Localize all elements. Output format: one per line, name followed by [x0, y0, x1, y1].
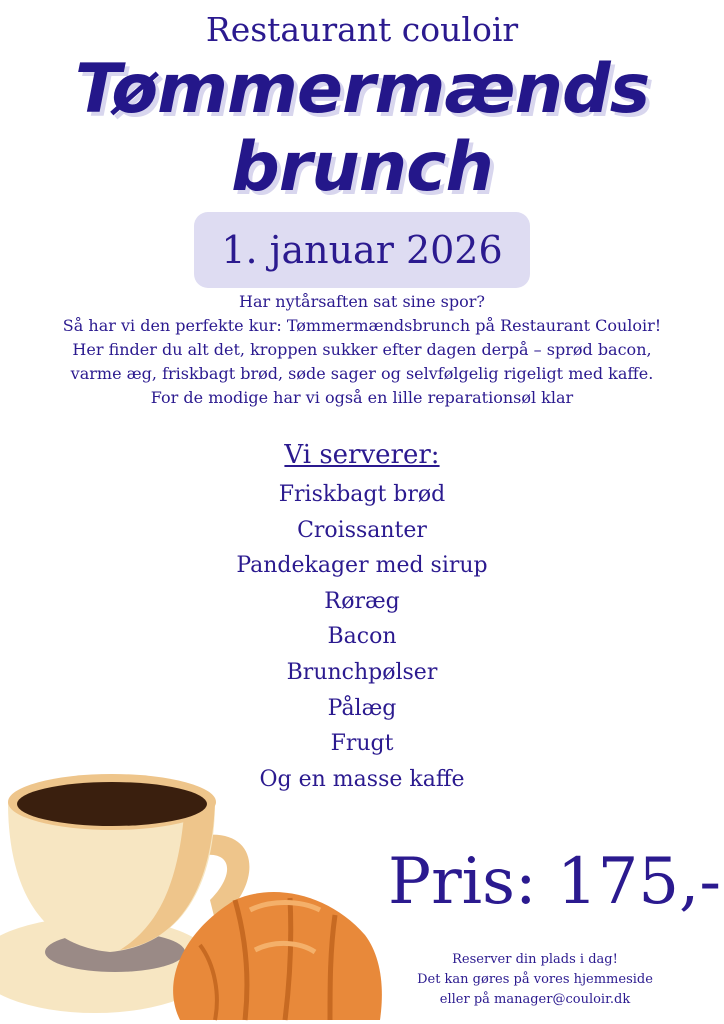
intro-text: [0, 290, 724, 410]
menu-list: [0, 477, 724, 797]
menu-item: Og en masse kaffe: [259, 766, 465, 792]
restaurant-name: Restaurant couloir: [205, 10, 519, 49]
brunch-illustration: [0, 760, 400, 1024]
menu-item: Røræg: [324, 588, 400, 614]
croissant-icon: [173, 892, 382, 1020]
reserve-line: eller på manager@couloir.dk: [439, 992, 631, 1007]
reserve-line: Reserver din plads i dag!: [452, 952, 618, 967]
intro-line: varme æg, friskbagt brød, søde sager og selvfølgelig rigeligt med kaffe.: [70, 364, 654, 383]
intro-line: For de modige har vi også en lille reparationsøl klar: [150, 388, 574, 407]
menu-item: Pandekager med sirup: [236, 553, 488, 579]
intro-line: Så har vi den perfekte kur: Tømmermændsbrunch på Restaurant Couloir!: [62, 316, 662, 335]
event-date: 1. januar 2026: [221, 228, 503, 272]
title-line-1: Tømmermænds: [74, 50, 650, 129]
reserve-line: Det kan gøres på vores hjemmeside: [417, 972, 653, 987]
price-label: Pris: 175,-: [388, 845, 721, 919]
menu-heading: Vi serverer:: [284, 440, 440, 470]
menu-item: Pålæg: [327, 695, 397, 721]
intro-line: Har nytårsaften sat sine spor?: [239, 292, 485, 311]
date-badge: [194, 212, 530, 288]
menu-item: Brunchpølser: [286, 659, 438, 685]
menu-item: Friskbagt brød: [278, 482, 446, 507]
reservation-info: [390, 950, 680, 1010]
intro-line: Her finder du alt det, kroppen sukker efter dagen derpå – sprød bacon,: [72, 340, 652, 359]
menu-item: Frugt: [330, 731, 394, 757]
menu-item: Bacon: [327, 624, 397, 650]
title-line-2: brunch: [231, 128, 493, 207]
menu-item: Croissanter: [297, 517, 427, 543]
